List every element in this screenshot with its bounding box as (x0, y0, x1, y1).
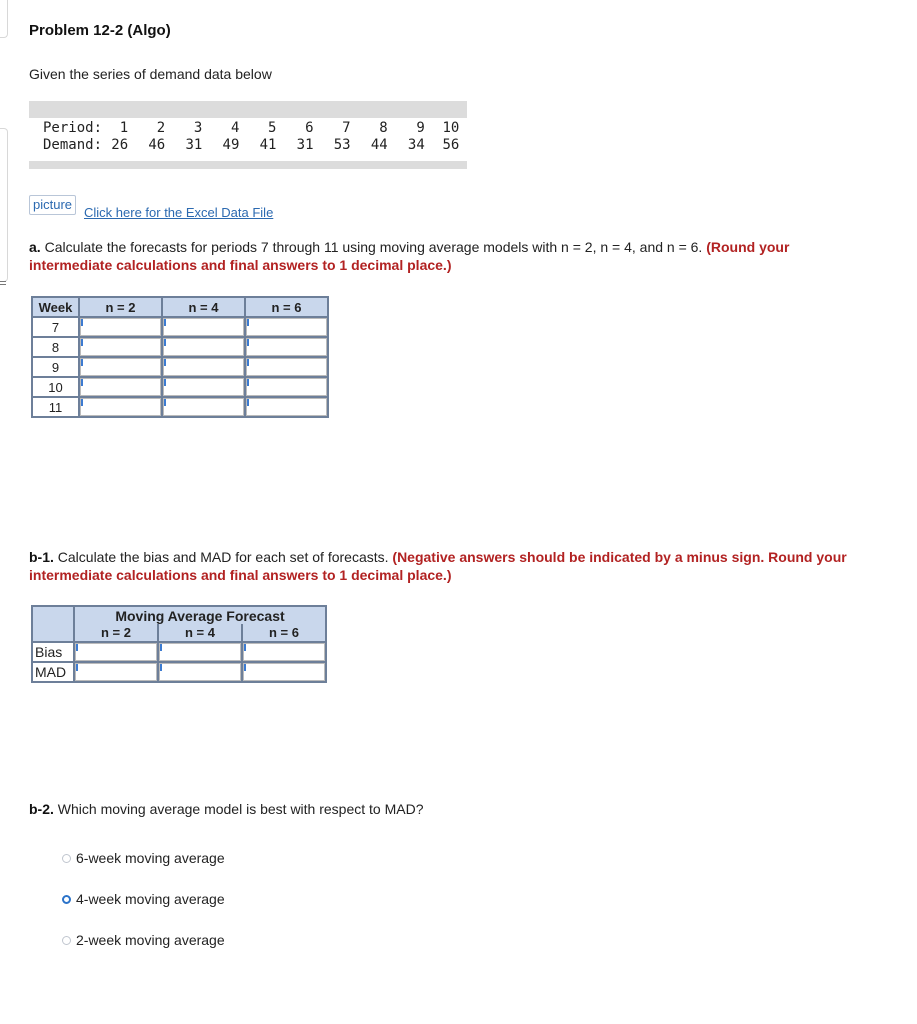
col-header-n2: n = 2 (74, 624, 158, 642)
metric-cell-n2 (74, 662, 158, 682)
metric-cell-n4 (158, 662, 242, 682)
table-row (32, 397, 328, 417)
demand-value: 26 (111, 137, 129, 153)
input-wrapper (243, 663, 325, 681)
input-wrapper (163, 398, 244, 416)
metric-input-n4[interactable] (160, 644, 240, 660)
period-value: 2 (156, 120, 166, 136)
demand-value: 49 (222, 137, 240, 153)
forecast-cell-n4 (162, 397, 245, 417)
period-label: Period: (43, 120, 103, 136)
period-value: 9 (416, 120, 425, 136)
forecast-cell-n4 (162, 337, 245, 357)
input-wrapper (163, 318, 244, 336)
col-header-n2: n = 2 (79, 297, 162, 317)
input-wrapper (246, 378, 327, 396)
input-wrapper (159, 663, 241, 681)
forecast-input-n2[interactable] (81, 359, 160, 375)
corner-cell (32, 606, 74, 642)
input-wrapper (159, 643, 241, 661)
period-row (43, 120, 459, 136)
answer-option[interactable] (62, 891, 225, 907)
forecast-input-n6[interactable] (247, 379, 326, 395)
period-value: 4 (230, 120, 240, 136)
forecast-cell-n6 (245, 377, 328, 397)
forecast-cell-n2 (79, 377, 162, 397)
forecast-input-n2[interactable] (81, 379, 160, 395)
input-wrapper (80, 338, 161, 356)
input-wrapper (75, 643, 157, 661)
left-edge-panel (0, 0, 8, 38)
metric-cell-n4 (158, 642, 242, 662)
answer-option-label: 6-week moving average (76, 850, 225, 866)
radio-unselected-icon[interactable] (62, 936, 71, 945)
period-value: 6 (305, 120, 314, 136)
week-cell: 9 (32, 357, 79, 377)
question-b2 (29, 800, 424, 818)
input-wrapper (246, 398, 327, 416)
forecast-input-n2[interactable] (81, 399, 160, 415)
forecast-input-n6[interactable] (247, 399, 326, 415)
forecast-input-n4[interactable] (164, 359, 243, 375)
question-a-instruction: (Round your intermediate calculations and final answers to 1 decimal place.) (29, 239, 790, 273)
intro-text: Given the series of demand data below (29, 66, 272, 82)
demand-value: 34 (407, 137, 425, 153)
metric-cell-n6 (242, 642, 326, 662)
metric-input-n2[interactable] (76, 664, 156, 680)
input-wrapper (80, 378, 161, 396)
answer-option[interactable] (62, 932, 225, 948)
input-wrapper (80, 358, 161, 376)
forecast-cell-n2 (79, 397, 162, 417)
table-row (32, 662, 326, 682)
period-value: 1 (119, 120, 129, 136)
week-cell: 7 (32, 317, 79, 337)
input-wrapper (163, 358, 244, 376)
forecast-cell-n6 (245, 337, 328, 357)
demand-value: 56 (442, 137, 460, 153)
week-cell: 8 (32, 337, 79, 357)
forecast-input-n4[interactable] (164, 379, 243, 395)
forecast-cell-n6 (245, 397, 328, 417)
metric-input-n4[interactable] (160, 664, 240, 680)
week-cell: 10 (32, 377, 79, 397)
forecast-input-n4[interactable] (164, 399, 243, 415)
forecast-table (31, 296, 329, 418)
radio-unselected-icon[interactable] (62, 854, 71, 863)
table-row (32, 357, 328, 377)
forecast-cell-n2 (79, 357, 162, 377)
table-row (32, 642, 326, 662)
col-header-n6: n = 6 (245, 297, 328, 317)
input-wrapper (246, 318, 327, 336)
input-wrapper (246, 358, 327, 376)
period-value: 7 (342, 120, 351, 136)
page-title: Problem 12-2 (Algo) (29, 22, 171, 39)
forecast-cell-n6 (245, 357, 328, 377)
demand-value: 41 (259, 137, 277, 153)
question-a (29, 238, 829, 274)
forecast-cell-n2 (79, 337, 162, 357)
input-wrapper (80, 318, 161, 336)
col-header-n4: n = 4 (162, 297, 245, 317)
forecast-cell-n2 (79, 317, 162, 337)
period-value: 8 (379, 120, 388, 136)
demand-value: 31 (185, 137, 203, 153)
question-b1-instruction: (Negative answers should be indicated by a minus sign. Round your intermediate calculations and final answers to 1 decimal place.) (29, 549, 847, 583)
question-b2-text: Which moving average model is best with respect to MAD? (57, 801, 424, 817)
excel-data-link[interactable]: Click here for the Excel Data File (84, 205, 274, 220)
radio-selected-icon[interactable] (62, 895, 71, 904)
forecast-input-n4[interactable] (164, 339, 243, 355)
demand-label: Demand: (43, 137, 103, 153)
left-edge-panel (0, 128, 8, 282)
demand-value: 46 (148, 137, 166, 153)
question-b1-label: b-1. (29, 549, 54, 565)
forecast-cell-n6 (245, 317, 328, 337)
forecast-input-n6[interactable] (247, 359, 326, 375)
bias-mad-table (31, 605, 327, 683)
table-row (32, 337, 328, 357)
period-value: 10 (442, 120, 460, 136)
input-wrapper (80, 398, 161, 416)
menu-icon[interactable] (0, 281, 6, 288)
metric-input-n6[interactable] (244, 664, 324, 680)
forecast-input-n6[interactable] (247, 339, 326, 355)
input-wrapper (243, 643, 325, 661)
period-value: 5 (268, 120, 277, 136)
metric-cell-n6 (242, 662, 326, 682)
question-a-text: Calculate the forecasts for periods 7 through 11 using moving average models with (44, 239, 562, 255)
demand-value: 53 (333, 137, 351, 153)
data-box-bottom-bar (29, 161, 467, 169)
table-row (32, 317, 328, 337)
col-header-n6: n = 6 (242, 624, 326, 642)
data-box-top-bar (29, 101, 467, 118)
forecast-input-n2[interactable] (81, 339, 160, 355)
input-wrapper (163, 378, 244, 396)
metric-input-n6[interactable] (244, 644, 324, 660)
table-row (32, 377, 328, 397)
forecast-cell-n4 (162, 357, 245, 377)
forecast-input-n6[interactable] (247, 319, 326, 335)
week-cell: 11 (32, 397, 79, 417)
forecast-cell-n4 (162, 377, 245, 397)
input-wrapper (75, 663, 157, 681)
question-a-label: a. (29, 239, 41, 255)
answer-option-label: 2-week moving average (76, 932, 225, 948)
answer-option-label: 4-week moving average (76, 891, 225, 907)
question-b2-label: b-2. (29, 801, 54, 817)
col-header-week: Week (32, 297, 79, 317)
forecast-cell-n4 (162, 317, 245, 337)
demand-row (43, 137, 459, 153)
forecast-input-n4[interactable] (164, 319, 243, 335)
group-header: Moving Average Forecast (74, 606, 326, 624)
metric-label: Bias (32, 642, 74, 662)
metric-label: MAD (32, 662, 74, 682)
metric-cell-n2 (74, 642, 158, 662)
forecast-input-n2[interactable] (81, 319, 160, 335)
picture-button[interactable]: picture (29, 195, 76, 215)
col-header-n4: n = 4 (158, 624, 242, 642)
question-b1 (29, 548, 849, 584)
question-b1-text: Calculate the bias and MAD for each set of forecasts. (57, 549, 389, 565)
demand-data-box (29, 101, 467, 169)
demand-value: 31 (296, 137, 314, 153)
demand-value: 44 (370, 137, 388, 153)
period-value: 3 (193, 120, 203, 136)
question-a-n-values: n = 2, n = 4, and n = 6. (561, 239, 703, 255)
input-wrapper (163, 338, 244, 356)
metric-input-n2[interactable] (76, 644, 156, 660)
answer-option[interactable] (62, 850, 225, 866)
input-wrapper (246, 338, 327, 356)
